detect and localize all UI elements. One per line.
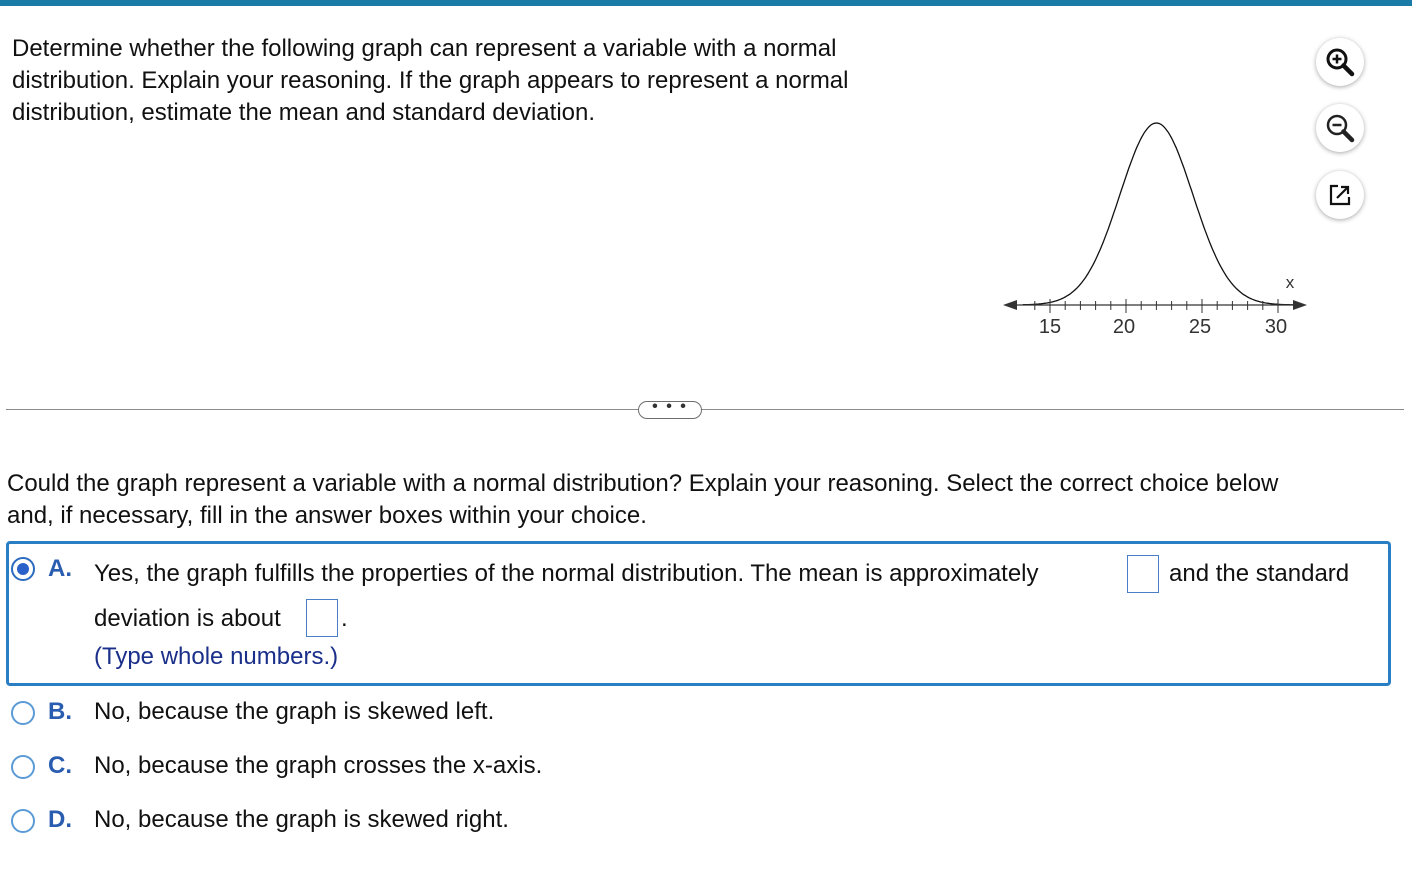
tick-label-25: 25 <box>1188 316 1212 338</box>
zoom-out-icon <box>1323 111 1357 145</box>
zoom-in-icon <box>1323 45 1357 79</box>
choice-d-text[interactable]: No, because the graph is skewed right. <box>94 806 509 833</box>
sd-answer-box[interactable] <box>306 599 338 637</box>
zoom-out-button[interactable] <box>1316 104 1364 152</box>
top-accent-bar <box>0 0 1412 6</box>
choice-b-letter: B. <box>48 698 72 725</box>
minor-ticks <box>1035 299 1278 313</box>
choice-d-letter: D. <box>48 806 72 833</box>
choice-a-hint: (Type whole numbers.) <box>94 643 339 670</box>
more-dots: • • • <box>652 398 688 415</box>
x-axis-left-arrow <box>1003 300 1017 310</box>
popout-icon <box>1327 182 1353 208</box>
normal-curve-graph <box>995 108 1315 348</box>
x-axis-right-arrow <box>1293 300 1307 310</box>
choice-a-text-2: and the standard <box>1169 560 1350 587</box>
graph-svg <box>995 108 1315 348</box>
choice-a-period: . <box>341 605 348 632</box>
popout-button[interactable] <box>1316 171 1364 219</box>
zoom-in-button[interactable] <box>1316 38 1364 86</box>
choice-d-radio[interactable] <box>11 809 35 833</box>
mean-answer-box[interactable] <box>1127 555 1159 593</box>
question-line-1: Determine whether the following graph can represent a variable with a normal <box>12 35 837 62</box>
choice-b-radio[interactable] <box>11 701 35 725</box>
question-line-3: distribution, estimate the mean and standard deviation. <box>12 99 596 126</box>
choice-a-radio[interactable] <box>11 557 35 581</box>
prompt-line-2: and, if necessary, fill in the answer boxes within your choice. <box>7 502 647 529</box>
choice-a-text-3: deviation is about <box>94 605 281 632</box>
question-line-2: distribution. Explain your reasoning. If the graph appears to represent a normal <box>12 67 849 94</box>
tick-label-15: 15 <box>1038 316 1062 338</box>
choice-c-text[interactable]: No, because the graph crosses the x-axis. <box>94 752 543 779</box>
normal-curve <box>1023 123 1295 305</box>
tick-label-30: 30 <box>1264 316 1288 338</box>
more-options-button[interactable] <box>638 398 702 419</box>
section-divider <box>6 409 1404 410</box>
prompt-text <box>7 468 1407 532</box>
x-axis-label: x <box>1285 273 1295 292</box>
choice-c-letter: C. <box>48 752 72 779</box>
question-text <box>12 33 972 129</box>
choice-a-letter: A. <box>48 555 72 582</box>
choice-b-text[interactable]: No, because the graph is skewed left. <box>94 698 495 725</box>
choice-a-text-1: Yes, the graph fulfills the properties of the normal distribution. The mean is approximately <box>94 560 1039 587</box>
choice-c-radio[interactable] <box>11 755 35 779</box>
prompt-line-1: Could the graph represent a variable with a normal distribution? Explain your reasoning. Select the correct choice below <box>7 470 1279 497</box>
tick-label-20: 20 <box>1112 316 1136 338</box>
